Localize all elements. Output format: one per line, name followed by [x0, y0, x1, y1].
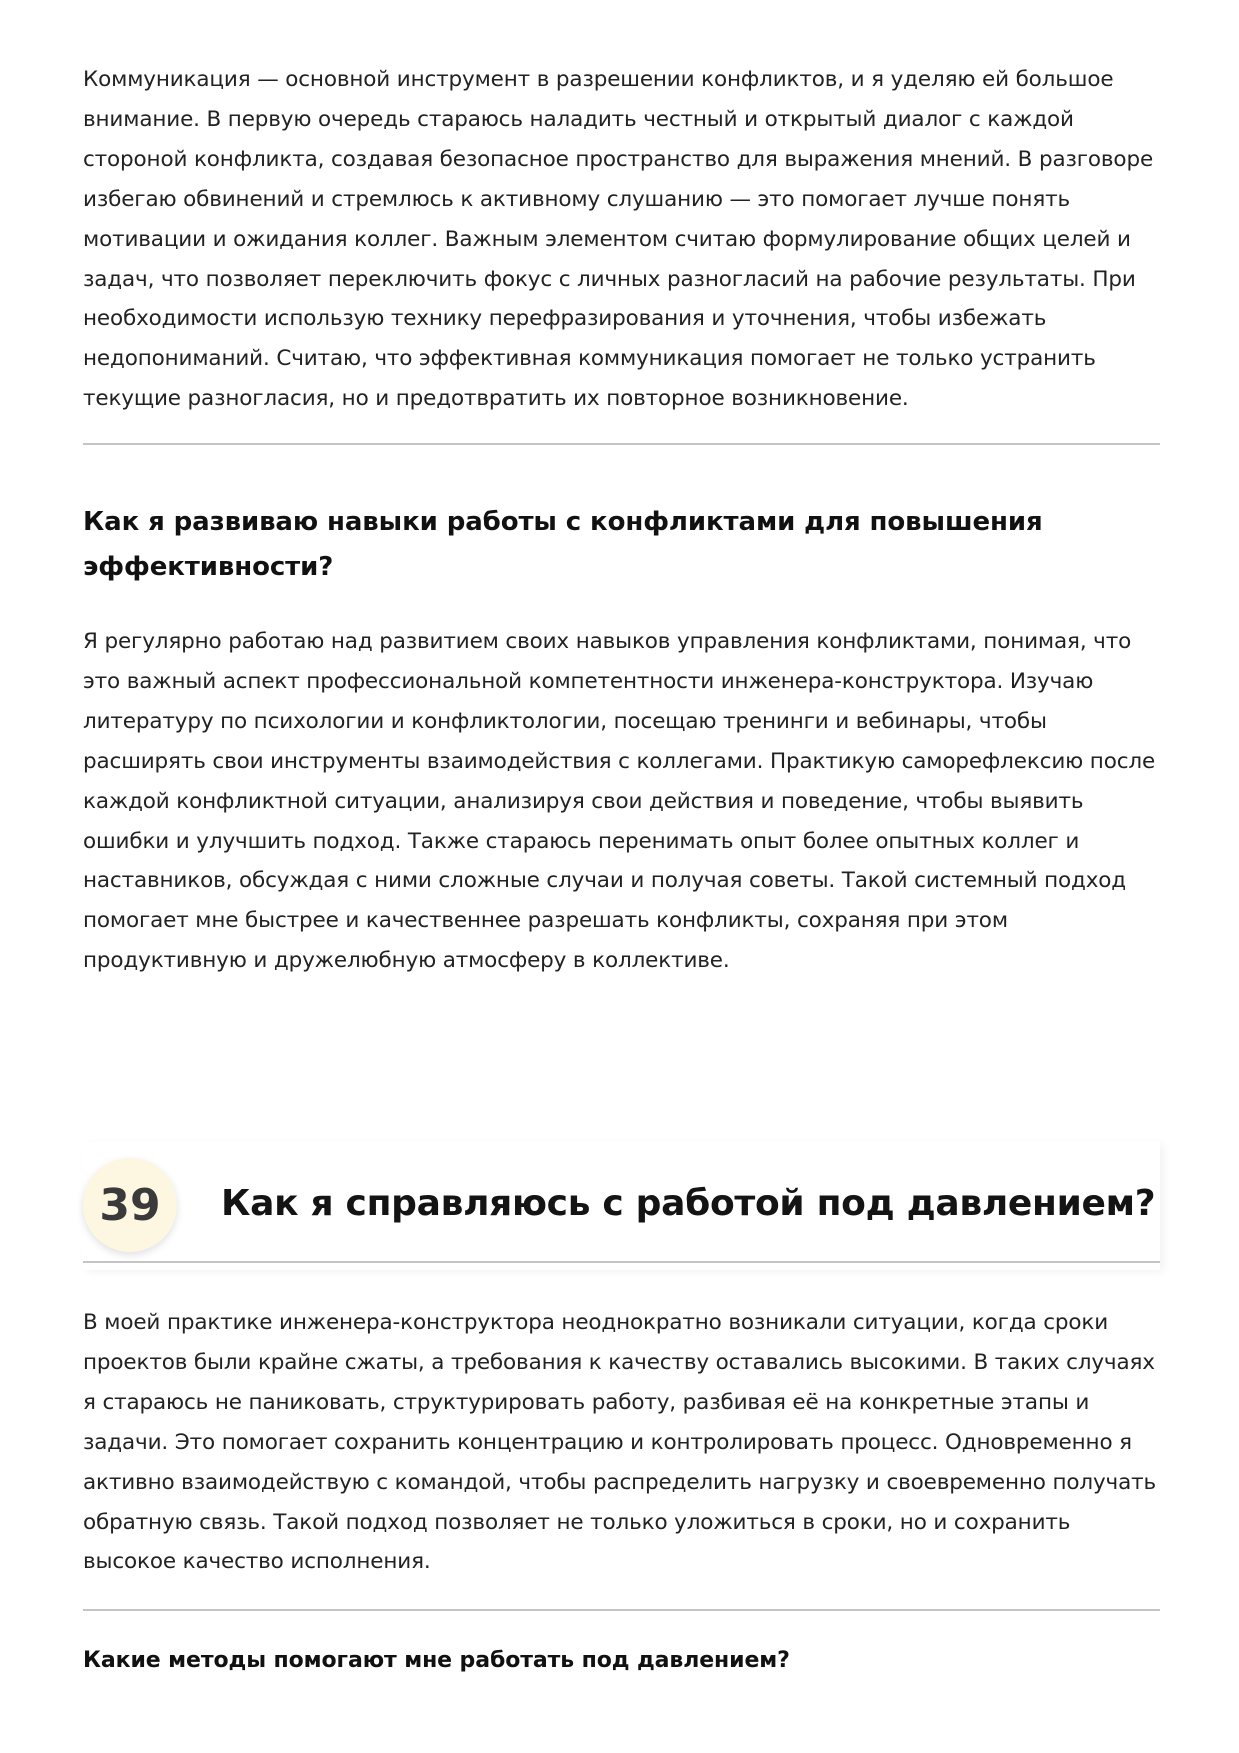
document-page — [83, 0, 1160, 1753]
section-paragraph: Я регулярно работаю над развитием своих навыков управления конфликтами, понимая, что это важный аспект профессиональной компетентности инженера-конструктора. Изучаю литературу по психологии и конфликтологии, посещаю тренинги и вебинары, чтобы расширять свои инструменты взаимодействия с коллегами. Практикую саморефлексию после каждой конфликтной ситуации, анализируя свои действия и поведение, чтобы выявить ошибки и улучшить подход. Также стараюсь перенимать опыт более опытных коллег и наставников, обсуждая с ними сложные случаи и получая советы. Такой системный подход помогает мне быстрее и качественнее разрешать конфликты, сохраняя при этом продуктивную и дружелюбную атмосферу в коллективе. — [83, 629, 1156, 974]
divider — [83, 1609, 1160, 1611]
question-divider — [83, 1261, 1160, 1263]
question-header — [83, 1142, 1160, 1270]
question-paragraph: В моей практике инженера-конструктора неоднократно возникали ситуации, когда сроки проектов были крайне сжаты, а требования к качеству оставались высокими. В таких случаях я стараюсь не паниковать, структурировать работу, разбивая её на конкретные этапы и задачи. Это помогает сохранить концентрацию и контролировать процесс. Одновременно я активно взаимодействую с командой, чтобы распределить нагрузку и своевременно получать обратную связь. Такой подход позволяет не только уложиться в сроки, но и сохранить высокое качество исполнения. — [83, 1310, 1157, 1575]
question-title: Как я справляюсь с работой под давлением? — [221, 1183, 1156, 1224]
question-number-badge: 39 — [83, 1158, 177, 1252]
question-subheading: Какие методы помогают мне работать под давлением? — [83, 1648, 790, 1673]
section-heading: Как я развиваю навыки работы с конфликтами для повышения эффективности? — [83, 507, 1043, 582]
divider — [83, 443, 1160, 445]
intro-paragraph: Коммуникация — основной инструмент в разрешении конфликтов, и я уделяю ей большое внимание. В первую очередь стараюсь наладить честный и открытый диалог с каждой стороной конфликта, создавая безопасное пространство для выражения мнений. В разговоре избегаю обвинений и стремлюсь к активному слушанию — это помогает лучше понять мотивации и ожидания коллег. Важным элементом считаю формулирование общих целей и задач, что позволяет переключить фокус с личных разногласий на рабочие результаты. При необходимости использую технику перефразирования и уточнения, чтобы избежать недопониманий. Считаю, что эффективная коммуникация помогает не только устранить текущие разногласия, но и предотвратить их повторное возникновение. — [83, 67, 1154, 412]
